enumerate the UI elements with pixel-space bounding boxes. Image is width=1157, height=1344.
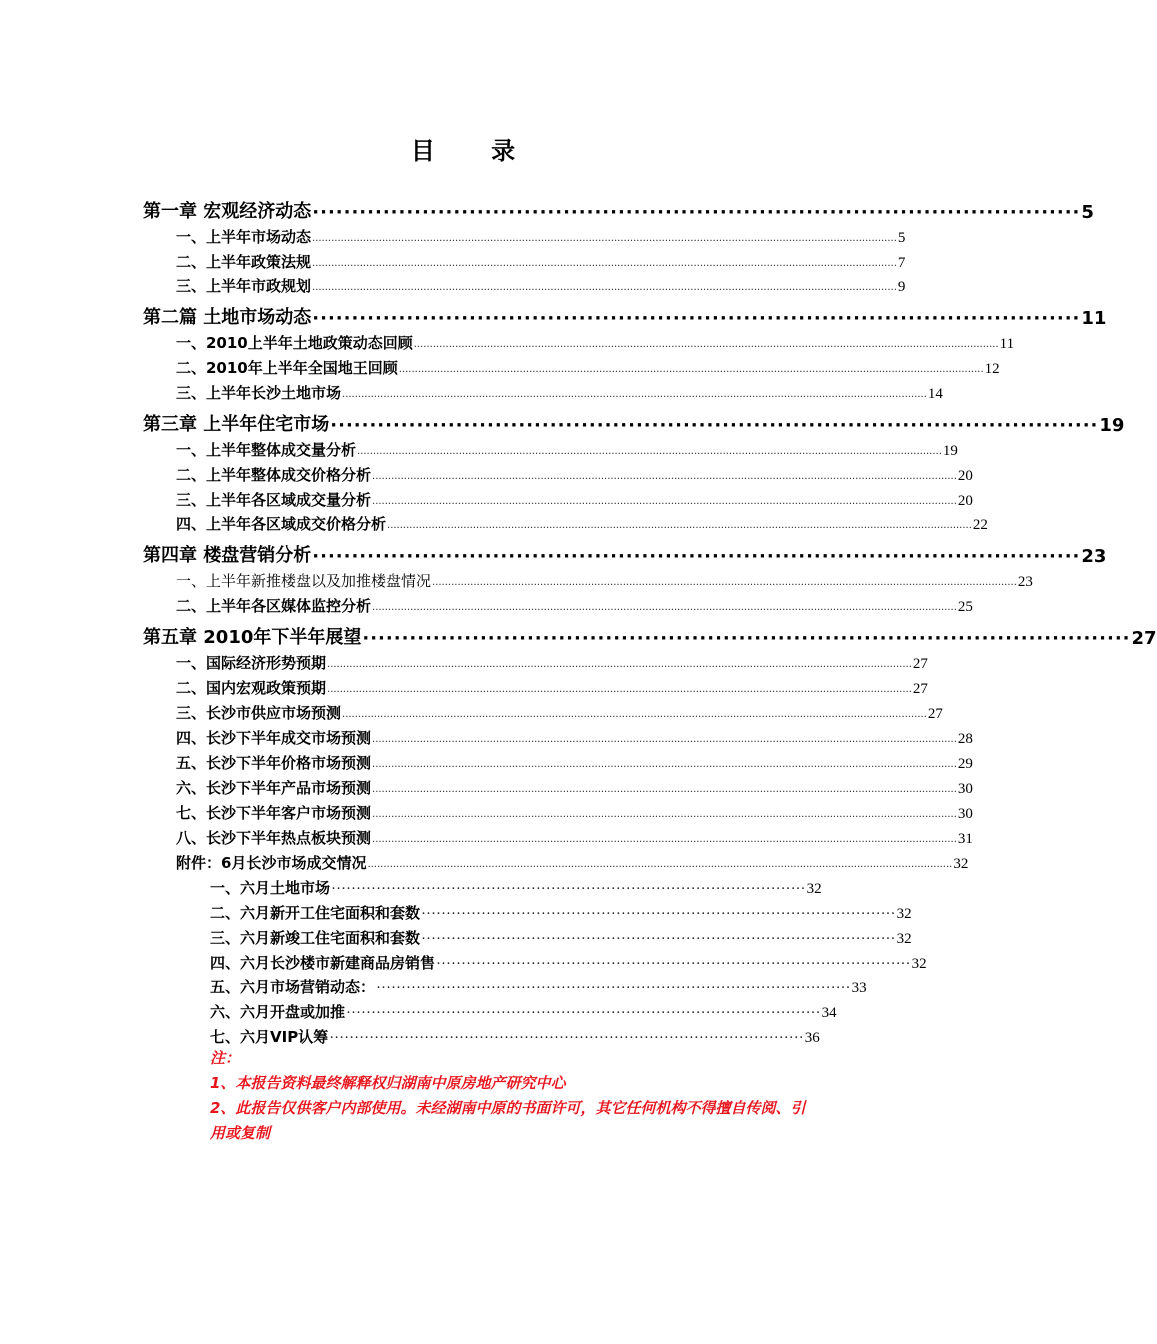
leader-dots: ........................................................................................................................................................................................: [312, 282, 897, 293]
toc-title: 目 录: [410, 137, 540, 165]
entry-label: 三、上半年各区域成交量分析: [176, 491, 372, 509]
toc-chapter-2[interactable]: [143, 303, 1107, 329]
leader-dots: ........................................................................................................................................................................................: [398, 364, 984, 375]
toc-chapter-5[interactable]: [143, 623, 1157, 649]
entry-label: 三、上半年长沙土地市场: [176, 384, 342, 402]
entry-label: 四、上半年各区域成交价格分析: [176, 515, 387, 533]
toc-entry[interactable]: [176, 463, 973, 485]
leader-dots: ··································································································: [330, 415, 1099, 436]
entry-label: 三、长沙市供应市场预测: [176, 704, 342, 722]
entry-label: 二、上半年政策法规: [176, 253, 312, 271]
entry-page-number: 12: [984, 361, 1000, 377]
leader-dots: ........................................................................................................................................................................................: [372, 759, 957, 770]
toc-appendix-entry[interactable]: [210, 975, 867, 997]
toc-entry[interactable]: [176, 569, 1033, 591]
entry-page-number: 20: [957, 468, 973, 484]
leader-dots: ........................................................................................................................................................................................: [357, 446, 942, 457]
entry-page-number: 33: [851, 980, 867, 996]
toc-appendix-entry[interactable]: [210, 876, 822, 898]
entry-label: 一、上半年市场动态: [176, 228, 312, 246]
entry-page-number: 32: [896, 931, 912, 947]
entry-label: 三、上半年市政规划: [176, 277, 312, 295]
leader-dots: ·······························································································: [329, 1030, 804, 1046]
entry-page-number: 36: [804, 1030, 820, 1046]
toc-entry[interactable]: [176, 381, 943, 403]
toc-chapter-1[interactable]: [143, 197, 1094, 223]
entry-page-number: 25: [957, 599, 973, 615]
leader-dots: ··································································································: [312, 308, 1081, 329]
entry-page-number: 14: [927, 386, 943, 402]
entry-page-number: 19: [942, 443, 958, 459]
toc-entry[interactable]: [176, 701, 943, 723]
chapter-label: 第一章 宏观经济动态: [143, 201, 312, 222]
leader-dots: ·······························································································: [436, 956, 911, 972]
leader-dots: ·······························································································: [346, 1005, 821, 1021]
leader-dots: ·······························································································: [376, 980, 851, 996]
entry-page-number: 32: [896, 906, 912, 922]
entry-label: 二、六月新开工住宅面积和套数: [210, 904, 421, 922]
leader-dots: ··································································································: [312, 202, 1081, 223]
entry-label: 附件：6月长沙市场成交情况: [176, 854, 367, 872]
toc-chapter-3[interactable]: [143, 410, 1125, 436]
leader-dots: ........................................................................................................................................................................................: [372, 734, 957, 745]
disclaimer-notes: [210, 1046, 810, 1146]
chapter-page-number: 19: [1099, 415, 1125, 436]
entry-page-number: 30: [957, 806, 973, 822]
entry-label: 一、上半年整体成交量分析: [176, 441, 357, 459]
entry-label: 五、六月市场营销动态：: [210, 978, 376, 996]
entry-label: 一、六月土地市场: [210, 879, 331, 897]
entry-label: 五、长沙下半年价格市场预测: [176, 754, 372, 772]
toc-entry[interactable]: [176, 250, 906, 272]
toc-entry[interactable]: [176, 851, 969, 873]
toc-entry[interactable]: [176, 225, 906, 247]
leader-dots: ........................................................................................................................................................................................: [327, 684, 912, 695]
toc-entry[interactable]: [176, 512, 988, 534]
toc-entry[interactable]: [176, 751, 973, 773]
entry-label: 八、长沙下半年热点板块预测: [176, 829, 372, 847]
toc-appendix-entry[interactable]: [210, 1000, 837, 1022]
notes-heading: 注：: [210, 1049, 241, 1067]
toc-appendix-entry[interactable]: [210, 951, 927, 973]
toc-entry[interactable]: [176, 438, 958, 460]
leader-dots: ........................................................................................................................................................................................: [413, 339, 999, 350]
toc-entry[interactable]: [176, 488, 973, 510]
chapter-label: 第二篇 土地市场动态: [143, 307, 312, 328]
leader-dots: ........................................................................................................................................................................................: [432, 577, 1017, 588]
leader-dots: ........................................................................................................................................................................................: [372, 471, 957, 482]
toc-entry[interactable]: [176, 594, 973, 616]
entry-label: 二、2010年上半年全国地王回顾: [176, 359, 398, 377]
entry-page-number: 31: [957, 831, 973, 847]
entry-page-number: 5: [897, 230, 906, 246]
entry-label: 二、上半年整体成交价格分析: [176, 466, 372, 484]
toc-appendix-entry[interactable]: [210, 901, 912, 923]
leader-dots: ........................................................................................................................................................................................: [372, 834, 957, 845]
leader-dots: ·······························································································: [331, 881, 806, 897]
toc-entry[interactable]: [176, 776, 973, 798]
chapter-label: 第五章 2010年下半年展望: [143, 627, 362, 648]
toc-entry[interactable]: [176, 356, 1000, 378]
leader-dots: ........................................................................................................................................................................................: [312, 258, 897, 269]
leader-dots: ........................................................................................................................................................................................: [312, 233, 897, 244]
chapter-page-number: 23: [1081, 546, 1107, 567]
toc-entry[interactable]: [176, 726, 973, 748]
entry-page-number: 27: [912, 656, 928, 672]
leader-dots: ........................................................................................................................................................................................: [327, 659, 912, 670]
leader-dots: ··································································································: [362, 628, 1131, 649]
entry-page-number: 28: [957, 731, 973, 747]
chapter-label: 第四章 楼盘营销分析: [143, 545, 312, 566]
toc-entry[interactable]: [176, 274, 906, 296]
entry-label: 四、六月长沙楼市新建商品房销售: [210, 954, 436, 972]
entry-page-number: 32: [953, 856, 969, 872]
chapter-label: 第三章 上半年住宅市场: [143, 414, 330, 435]
entry-page-number: 29: [957, 756, 973, 772]
leader-dots: ........................................................................................................................................................................................: [372, 496, 957, 507]
leader-dots: ·······························································································: [421, 906, 896, 922]
entry-page-number: 7: [897, 255, 906, 271]
entry-page-number: 20: [957, 493, 973, 509]
chapter-page-number: 27: [1131, 628, 1157, 649]
entry-label: 一、国际经济形势预期: [176, 654, 327, 672]
leader-dots: ........................................................................................................................................................................................: [342, 389, 927, 400]
entry-page-number: 34: [821, 1005, 837, 1021]
toc-appendix-entry[interactable]: [210, 926, 912, 948]
notes-line-1: 1、本报告资料最终解释权归湖南中原房地产研究中心: [210, 1074, 566, 1092]
leader-dots: ........................................................................................................................................................................................: [387, 520, 972, 531]
leader-dots: ·······························································································: [421, 931, 896, 947]
leader-dots: ··································································································: [312, 546, 1081, 567]
entry-label: 二、国内宏观政策预期: [176, 679, 327, 697]
toc-entry[interactable]: [176, 801, 973, 823]
entry-page-number: 9: [897, 279, 906, 295]
entry-label: 七、六月VIP认筹: [210, 1028, 329, 1046]
entry-label: 三、六月新竣工住宅面积和套数: [210, 929, 421, 947]
entry-label: 二、上半年各区媒体监控分析: [176, 597, 372, 615]
toc-appendix-entry[interactable]: [210, 1025, 820, 1047]
leader-dots: ........................................................................................................................................................................................: [372, 602, 957, 613]
entry-label: 一、2010上半年土地政策动态回顾: [176, 334, 413, 352]
entry-page-number: 32: [806, 881, 822, 897]
leader-dots: ........................................................................................................................................................................................: [372, 784, 957, 795]
entry-label: 七、长沙下半年客户市场预测: [176, 804, 372, 822]
toc-entry[interactable]: [176, 331, 1015, 353]
entry-label: 一、上半年新推楼盘以及加推楼盘情况: [176, 572, 432, 590]
entry-page-number: 27: [927, 706, 943, 722]
entry-page-number: 27: [912, 681, 928, 697]
entry-page-number: 22: [972, 517, 988, 533]
entry-label: 六、长沙下半年产品市场预测: [176, 779, 372, 797]
leader-dots: ........................................................................................................................................................................................: [372, 809, 957, 820]
chapter-page-number: 11: [1081, 308, 1107, 329]
toc-entry[interactable]: [176, 826, 973, 848]
entry-page-number: 23: [1017, 574, 1033, 590]
entry-page-number: 32: [911, 956, 927, 972]
entry-page-number: 30: [957, 781, 973, 797]
leader-dots: ........................................................................................................................................................................................: [367, 859, 953, 870]
entry-label: 四、长沙下半年成交市场预测: [176, 729, 372, 747]
toc-entry[interactable]: [176, 651, 928, 673]
entry-page-number: 11: [999, 336, 1015, 352]
toc-entry[interactable]: [176, 676, 928, 698]
chapter-page-number: 5: [1081, 202, 1094, 223]
entry-label: 六、六月开盘或加推: [210, 1003, 346, 1021]
toc-chapter-4[interactable]: [143, 541, 1107, 567]
leader-dots: ........................................................................................................................................................................................: [342, 709, 927, 720]
notes-line-2: 2、此报告仅供客户内部使用。未经湖南中原的书面许可，其它任何机构不得擅自传阅、引用或复制: [210, 1099, 806, 1142]
